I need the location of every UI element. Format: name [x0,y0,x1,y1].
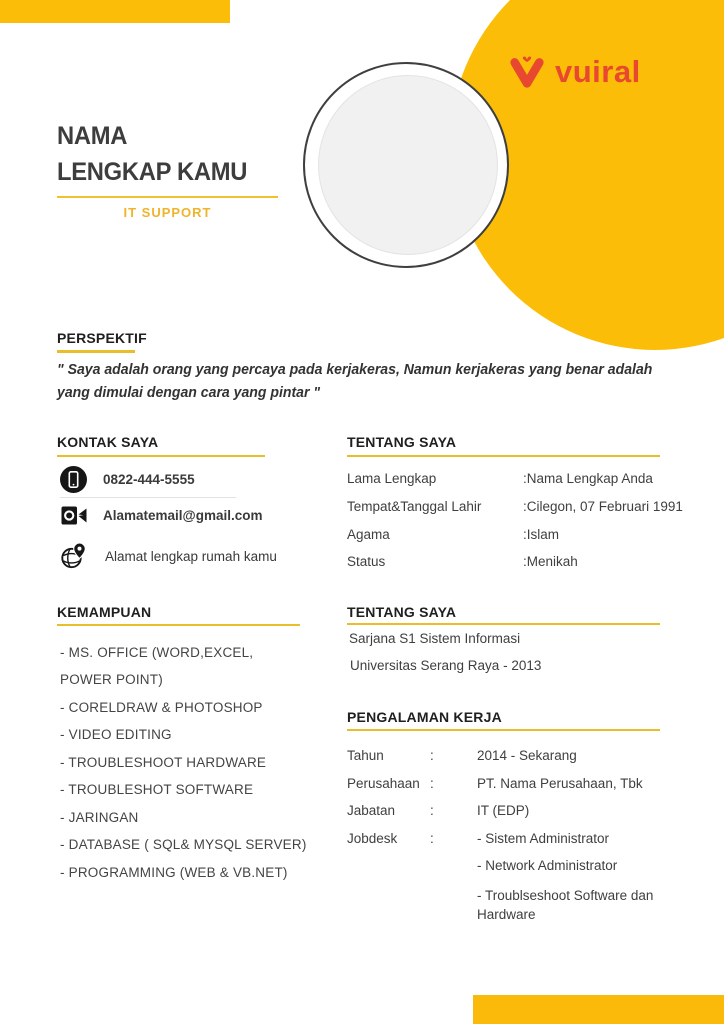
bio-value: :Menikah [523,554,578,569]
location-globe-pin-icon [59,541,89,571]
bio-label: Status [347,554,386,569]
skill-item: - TROUBLESHOOT HARDWARE [60,755,267,770]
contact-phone-row [60,466,195,493]
exp-value: 2014 - Sekarang [477,748,577,763]
phone-icon [60,466,87,493]
bio-value: :Cilegon, 07 Februari 1991 [523,499,683,514]
exp-label: Jobdesk [347,831,398,846]
skill-item: - DATABASE ( SQL& MYSQL SERVER) [60,837,307,852]
exp-value: - Network Administrator [477,858,618,873]
bio-value: :Nama Lengkap Anda [523,471,653,486]
bio-label: Tempat&Tanggal Lahir [347,499,482,514]
brand-logo-text: vuiral [555,53,641,89]
bottom-right-accent-bar [473,995,724,1024]
exp-separator: : [430,831,434,846]
top-left-accent-bar [0,0,230,23]
skill-item: POWER POINT) [60,672,163,687]
skill-item: - TROUBLESHOT SOFTWARE [60,782,254,797]
bio-label: Agama [347,527,390,542]
pengalaman-heading: PENGALAMAN KERJA [347,709,502,725]
exp-label: Perusahaan [347,776,420,791]
exp-label: Jabatan [347,803,396,818]
name-line-2: LENGKAP KAMU [57,158,248,186]
name-line-1: NAMA [57,122,128,150]
email-address: Alamatemail@gmail.com [103,508,263,523]
contact-address-row [59,541,277,571]
contact-divider [60,497,236,498]
name-underline [57,196,278,198]
kontak-underline [57,455,265,457]
bio-value: :Islam [523,527,560,542]
exp-separator: : [430,748,434,763]
skill-item: - JARINGAN [60,810,139,825]
exp-value: PT. Nama Perusahaan, Tbk [477,776,643,791]
perspektif-heading: PERSPEKTIF [57,330,147,346]
kemampuan-underline [57,624,300,626]
photo-placeholder [318,75,498,255]
kontak-heading: KONTAK SAYA [57,434,159,450]
outlook-email-icon [61,503,87,528]
education-degree: Sarjana S1 Sistem Informasi [349,631,521,646]
job-title: IT SUPPORT [123,205,212,220]
pengalaman-underline [347,729,660,731]
perspektif-quote-line1: " Saya adalah orang yang percaya pada kerjakeras, Namun kerjakeras yang benar adalah [57,362,653,378]
phone-number: 0822-444-5555 [103,472,195,487]
brand-logo [508,52,641,90]
bio-label: Lama Lengkap [347,471,437,486]
tentang-underline [347,455,660,457]
pendidikan-underline [347,623,660,625]
tentang-heading: TENTANG SAYA [347,434,457,450]
exp-value: - Sistem Administrator [477,831,610,846]
heart-v-logo-icon [508,52,546,90]
exp-value: IT (EDP) [477,803,530,818]
pendidikan-heading: TENTANG SAYA [347,604,457,620]
full-name-heading [57,118,247,190]
perspektif-underline [57,350,135,353]
skill-item: - VIDEO EDITING [60,727,172,742]
exp-separator: : [430,803,434,818]
skill-item: - PROGRAMMING (WEB & VB.NET) [60,865,288,880]
home-address: Alamat lengkap rumah kamu [105,548,277,564]
skill-item: - MS. OFFICE (WORD,EXCEL, [60,645,254,660]
kemampuan-heading: KEMAMPUAN [57,604,152,620]
exp-value: - Troublseshoot Software dan Hardware [477,888,654,922]
exp-label: Tahun [347,748,384,763]
exp-separator: : [430,776,434,791]
education-university: Universitas Serang Raya - 2013 [350,658,542,673]
skill-item: - CORELDRAW & PHOTOSHOP [60,700,263,715]
contact-email-row [61,503,262,528]
perspektif-quote-line2: yang dimulai dengan cara yang pintar " [57,385,321,401]
